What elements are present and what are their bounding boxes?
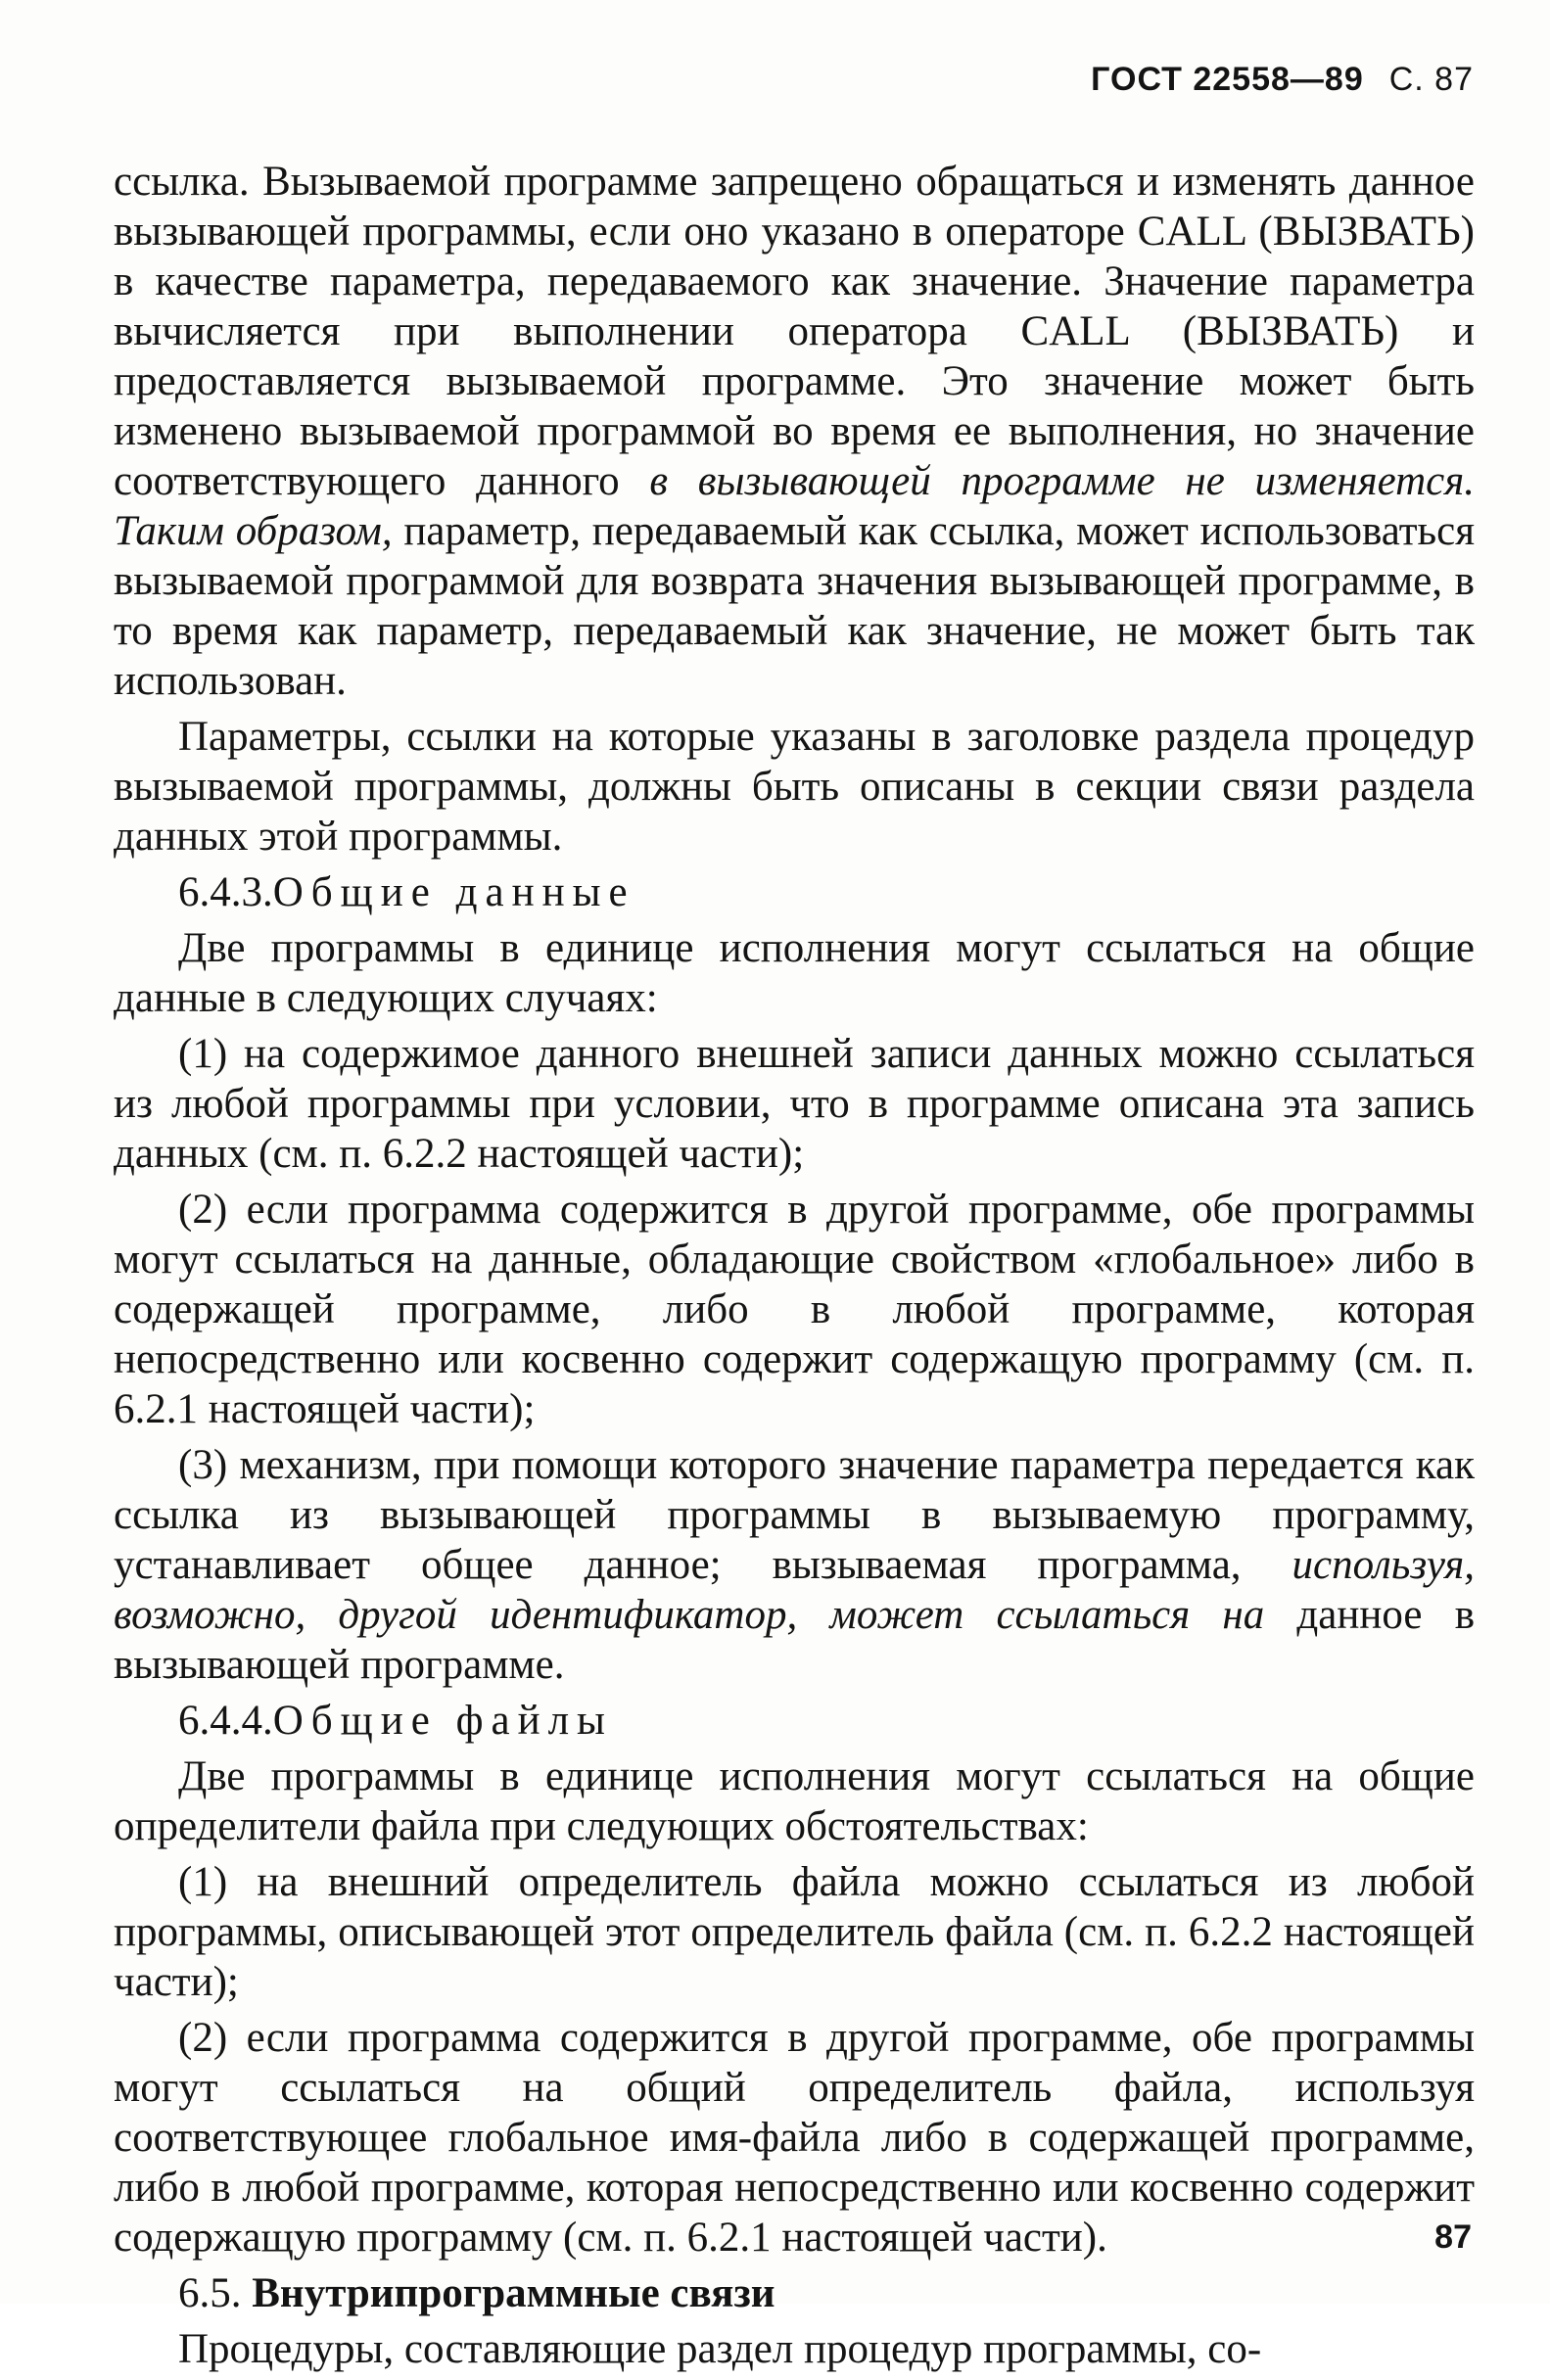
section-heading-6-5	[178, 2268, 1475, 2318]
paragraph: Процедуры, составляющие раздел процедур программы, со-	[178, 2326, 1262, 2372]
list-item: (1) на внешний определитель файла можно ссылаться из любой программы, описывающей этот определитель файла (см. п. 6.2.2 настоящей части);	[114, 1859, 1475, 2005]
paragraph-text: (3) механизм, при помощи которого значение параметра передается как ссылка из вызывающей программы в вызываемую программу, устанавливает общее данное; вызываемая программа,	[114, 1442, 1475, 1588]
section-title: Общие файлы	[272, 1698, 613, 1744]
page-number: 87	[1434, 2218, 1472, 2256]
list-item: (1) на содержимое данного внешней записи данных можно ссылаться из любой программы при условии, что в программе описана эта запись данных (см. п. 6.2.2 настоящей части);	[114, 1031, 1475, 1177]
paragraph: Параметры, ссылки на которые указаны в заголовке раздела процедур вызываемой программы, должны быть описаны в секции связи раздела данных этой программы.	[114, 714, 1475, 860]
section-heading-6-4-4	[178, 1696, 1475, 1746]
paragraph-text: ссылка. Вызываемой программе запрещено обращаться и изменять данное вызывающей программы, если оно указано в операторе CALL (ВЫЗВАТЬ) в качестве параметра, передаваемого как значение. Значение параметра вычисляется при выполнении оператора CALL (ВЫЗВАТЬ) и предоставляется вызываемой программе. Это значение может быть изменено вызываемой программой во время ее выполнения, но значение соответствующего данного	[114, 159, 1475, 504]
body-text	[114, 157, 1475, 2380]
paragraph-text: данное в вызывающей программе.	[114, 1592, 1475, 1688]
paragraph: Две программы в единице исполнения могут ссылаться на общие определители файла при следующих обстоятельствах:	[114, 1753, 1475, 1849]
paragraph-text: параметр, передаваемый как ссылка, может использоваться вызываемой программой для возврата значения вызывающей программе, в то время как параметр, передаваемый как значение, не может быть так использован.	[114, 508, 1475, 704]
section-number: 6.4.3.	[178, 869, 273, 915]
paragraph-continuation	[114, 157, 1475, 706]
section-heading-6-4-3	[178, 867, 1475, 917]
list-item	[114, 1440, 1475, 1690]
section-number: 6.4.4.	[178, 1698, 273, 1744]
section-title: Общие данные	[272, 869, 635, 915]
paragraph: Две программы в единице исполнения могут ссылаться на общие данные в следующих случаях:	[114, 925, 1475, 1021]
list-item: (2) если программа содержится в другой программе, обе программы могут ссылаться на данные, обладающие свойством «глобальное» либо в содержащей программе, либо в любой программе, которая непосредственно или косвенно содержит содержащую программу (см. п. 6.2.1 настоящей части);	[114, 1187, 1475, 1432]
section-number: 6.5.	[178, 2270, 242, 2316]
list-item: (2) если программа содержится в другой программе, обе программы могут ссылаться на общий определитель файла, используя соответствующее глобальное имя-файла либо в содержащей программе, либо в любой программе, которая непосредственно или косвенно содержит содержащую программу (см. п. 6.2.1 настоящей части).	[114, 2015, 1475, 2261]
paragraph-italic-text: в вызывающей программе не изменяется. Таким образом,	[114, 458, 1475, 554]
header-page-number: С. 87	[1388, 61, 1474, 98]
section-title: Внутрипрограммные связи	[252, 2270, 775, 2316]
running-header	[1091, 61, 1474, 99]
standard-number: ГОСТ 22558—89	[1091, 61, 1364, 98]
paragraph-italic-text: используя, возможно, другой идентификатор, может ссылаться на	[114, 1542, 1475, 1638]
